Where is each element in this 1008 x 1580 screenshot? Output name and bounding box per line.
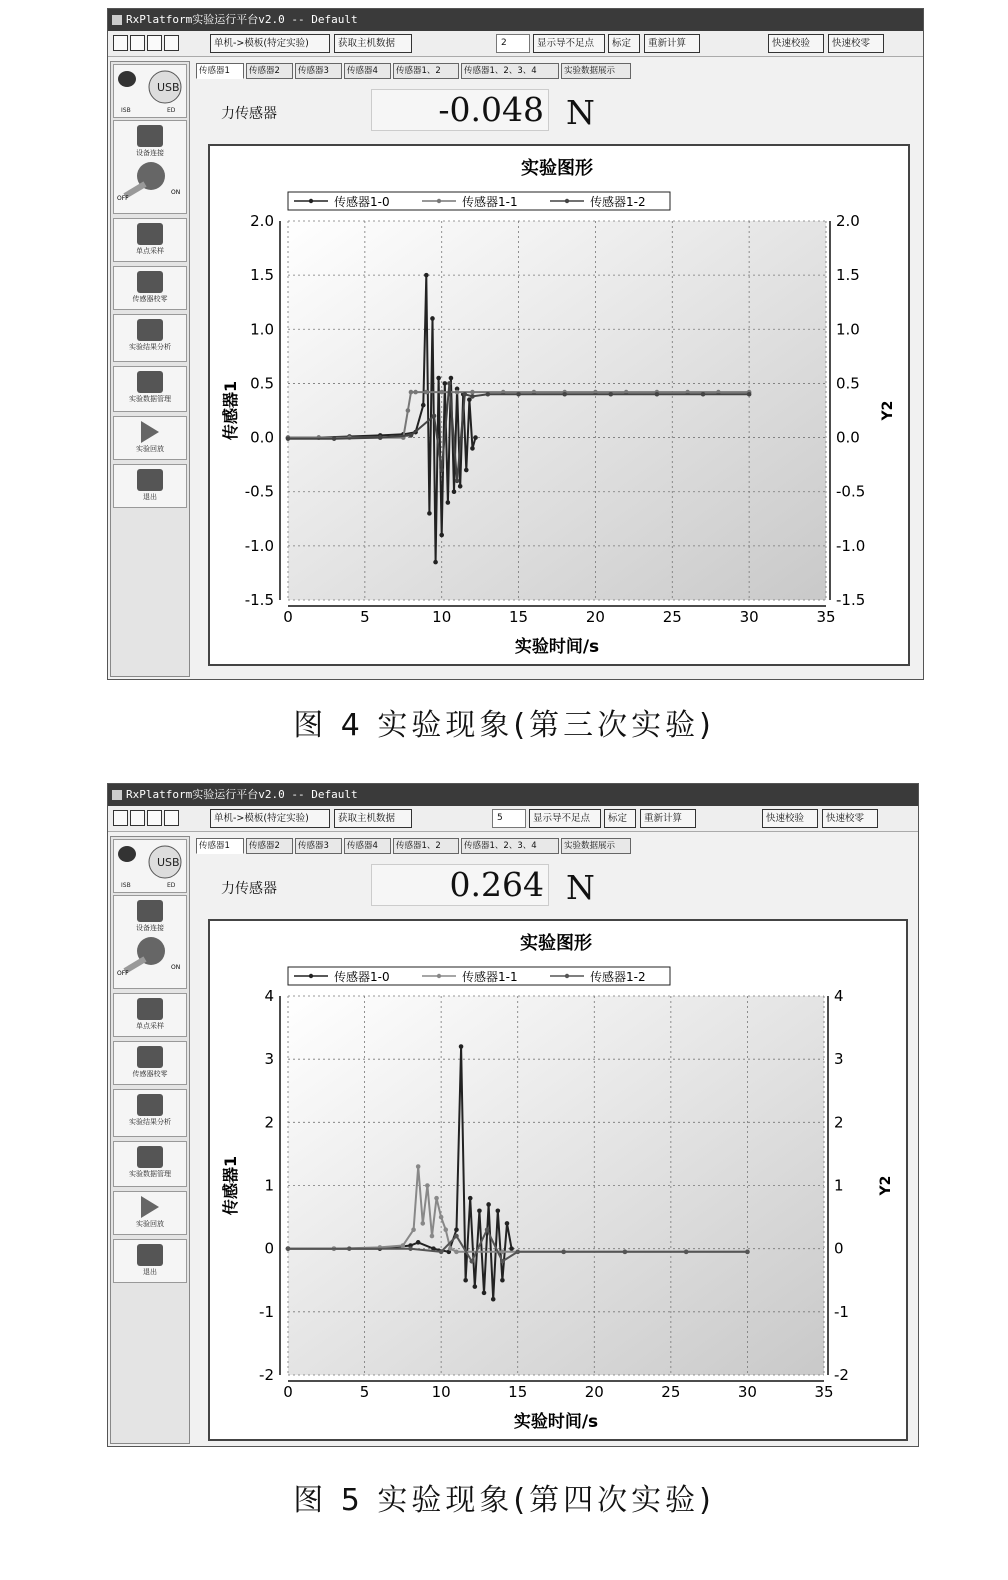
data-point: [500, 1278, 505, 1283]
app-icon: [112, 790, 122, 800]
data-point: [701, 392, 706, 397]
figure-caption: 图 4 实验现象(第三次实验): [293, 708, 715, 743]
sensor-label: 力传感器: [221, 106, 277, 122]
data-point: [427, 511, 432, 516]
sidebar-item-data-manage[interactable]: [113, 366, 187, 412]
sidebar-item-device-connect[interactable]: [113, 120, 187, 214]
data-point: [401, 1243, 406, 1248]
x-axis-label: 实验时间/s: [514, 637, 600, 657]
y2-tick-label: 3: [834, 1050, 844, 1069]
recalculate-button[interactable]: 重新计算: [640, 809, 696, 828]
data-point: [424, 390, 429, 395]
legend-label: 传感器1-0: [334, 970, 390, 984]
data-point: [378, 435, 383, 440]
open-folder-icon[interactable]: [130, 810, 145, 826]
legend-label: 传感器1-2: [590, 970, 646, 984]
interval-spinner[interactable]: 2: [496, 34, 530, 53]
tab-sensor-1[interactable]: 传感器1: [196, 838, 244, 854]
data-point: [439, 390, 444, 395]
tab-sensor-1-2[interactable]: 传感器1、2: [393, 838, 459, 854]
sidebar-item-label: 实验回放: [136, 445, 164, 453]
data-point: [286, 1246, 291, 1251]
open-folder-icon[interactable]: [130, 35, 145, 51]
calibrate-button[interactable]: 标定: [604, 809, 636, 828]
data-point: [482, 1291, 487, 1296]
data-point: [449, 376, 454, 381]
calibrate-button[interactable]: 标定: [608, 34, 640, 53]
sidebar-item-label: 传感器校零: [132, 295, 168, 303]
x-tick-label: 0: [283, 1383, 293, 1401]
sidebar-item-single-sample[interactable]: [113, 218, 187, 262]
sidebar-item-label: 实验回放: [136, 1220, 164, 1228]
data-point: [430, 316, 435, 321]
tab-sensor-2[interactable]: 传感器2: [246, 63, 293, 79]
chart-svg: [210, 146, 908, 664]
data-point: [562, 392, 567, 397]
data-point: [473, 435, 478, 440]
quick-calibrate-button[interactable]: 快速校验: [768, 34, 824, 53]
tab-data-display[interactable]: 实验数据展示: [561, 838, 631, 854]
x-tick-label: 5: [360, 608, 370, 626]
data-point: [408, 1246, 413, 1251]
y-tick-label: 3: [264, 1050, 274, 1069]
data-manage-icon: [137, 371, 163, 393]
y-tick-label: -1.5: [244, 591, 274, 609]
x-tick-label: 35: [816, 608, 836, 626]
quick-zero-button[interactable]: 快速校零: [822, 809, 878, 828]
sidebar: [110, 61, 190, 677]
app-window: [107, 8, 924, 680]
sidebar-item-label: 单点采样: [136, 247, 164, 255]
legend-marker: [437, 974, 441, 978]
x-tick-label: 30: [737, 1383, 757, 1401]
off-label: OFF: [117, 195, 129, 202]
force-unit: N: [566, 868, 595, 907]
sidebar-item-label: 实验结果分析: [129, 343, 171, 351]
data-point: [747, 392, 752, 397]
exit-icon: [137, 469, 163, 491]
force-reading: 0.264: [371, 864, 549, 906]
x-tick-label: 15: [509, 608, 529, 626]
plot-area: [288, 221, 826, 600]
data-point: [347, 1246, 352, 1251]
data-point: [470, 390, 475, 395]
sidebar-item-label: 实验结果分析: [129, 1118, 171, 1126]
exit-icon: [137, 1244, 163, 1266]
data-point: [455, 479, 460, 484]
screenshot-panel-experiment-4: [0, 775, 1008, 1575]
usb-status[interactable]: [113, 839, 187, 893]
tab-sensor-3[interactable]: 传感器3: [295, 838, 342, 854]
usb-right-label: ED: [167, 882, 176, 889]
usb-label: USB: [157, 856, 180, 869]
play-icon: [141, 421, 159, 443]
figure-caption: 图 5 实验现象(第四次实验): [293, 1483, 715, 1518]
y2-tick-label: -1.5: [836, 591, 866, 609]
device-connect-icon: [137, 900, 163, 922]
legend-label: 传感器1-1: [462, 195, 518, 209]
usb-icon: [115, 65, 185, 115]
data-point: [406, 408, 411, 413]
x-tick-label: 10: [431, 1383, 451, 1401]
data-point: [516, 392, 521, 397]
monitor-icon: [137, 271, 163, 293]
y-tick-label: 1.5: [250, 266, 274, 285]
sensor-label: 力传感器: [221, 881, 277, 897]
data-point: [452, 489, 457, 494]
data-point: [454, 1250, 459, 1255]
save-icon[interactable]: [164, 810, 179, 826]
data-point: [409, 433, 414, 438]
x-tick-label: 20: [584, 1383, 604, 1401]
fetch-host-data-button[interactable]: 获取主机数据: [334, 34, 412, 53]
title-bar: [108, 784, 918, 806]
usb-icon: [115, 840, 185, 890]
data-point: [462, 392, 467, 397]
monitor-icon: [137, 1046, 163, 1068]
data-point: [332, 436, 337, 441]
x-tick-label: 20: [585, 608, 605, 626]
chart-area: [208, 144, 910, 666]
device-connect-icon: [137, 125, 163, 147]
y-tick-label: 2.0: [250, 212, 274, 230]
sidebar-item-replay[interactable]: [113, 416, 187, 460]
toolbar: [108, 31, 923, 57]
chart-title: 实验图形: [520, 933, 592, 954]
sidebar-item-result-analysis[interactable]: [113, 1089, 187, 1137]
data-point: [447, 381, 452, 386]
data-point: [421, 403, 426, 408]
legend-marker: [309, 199, 313, 203]
toolbar: [108, 806, 918, 832]
data-point: [609, 392, 614, 397]
y2-axis-label: Y2: [878, 1175, 894, 1196]
usb-left-label: ISB: [121, 107, 131, 114]
data-point: [424, 273, 429, 278]
print-icon[interactable]: [147, 810, 162, 826]
x-tick-label: 5: [359, 1383, 370, 1401]
y2-tick-label: 0: [834, 1239, 844, 1258]
data-point: [413, 390, 418, 395]
y2-tick-label: -2: [834, 1366, 849, 1384]
y-tick-label: 1: [264, 1176, 274, 1195]
sidebar-item-label: 设备连接: [136, 149, 164, 157]
data-point: [434, 1196, 439, 1201]
x-tick-label: 30: [739, 608, 759, 626]
y2-tick-label: 1: [834, 1176, 844, 1195]
y2-tick-label: 1.0: [836, 320, 860, 339]
chart-area: [208, 919, 908, 1441]
analysis-icon: [137, 1094, 163, 1116]
tab-sensor-4[interactable]: 传感器4: [344, 63, 391, 79]
data-point: [509, 1246, 514, 1251]
usb-status[interactable]: [113, 64, 187, 118]
app-window: [107, 783, 919, 1447]
sidebar-item-label: 单点采样: [136, 1022, 164, 1030]
data-point: [684, 1250, 689, 1255]
data-point: [458, 484, 463, 489]
x-tick-label: 10: [432, 608, 452, 626]
data-point: [455, 390, 460, 395]
x-axis-label: 实验时间/s: [513, 1412, 599, 1432]
data-point: [561, 1250, 566, 1255]
legend-label: 传感器1-1: [462, 970, 518, 984]
analysis-icon: [137, 319, 163, 341]
data-point: [459, 1044, 464, 1049]
recalculate-button[interactable]: 重新计算: [644, 34, 700, 53]
x-tick-label: 35: [814, 1383, 834, 1401]
legend-marker: [309, 974, 313, 978]
data-point: [470, 394, 475, 399]
x-tick-label: 25: [662, 608, 682, 626]
legend-marker: [565, 199, 569, 203]
x-tick-label: 15: [508, 1383, 528, 1401]
data-point: [454, 1234, 459, 1239]
x-tick-label: 0: [283, 608, 293, 626]
y-tick-label: 0.5: [250, 374, 274, 393]
sidebar-item-exit[interactable]: [113, 464, 187, 508]
y2-tick-label: -0.5: [836, 482, 866, 501]
sidebar-item-label: 传感器校零: [132, 1070, 168, 1078]
data-point: [439, 1215, 444, 1220]
data-point: [439, 533, 444, 538]
on-label: ON: [171, 189, 181, 196]
legend: [288, 192, 670, 210]
legend-marker: [437, 199, 441, 203]
sidebar-item-label: 退出: [143, 1268, 157, 1276]
tab-sensor-2[interactable]: 传感器2: [246, 838, 293, 854]
tab-sensor-1-2-3-4[interactable]: 传感器1、2、3、4: [461, 63, 559, 79]
y-tick-label: 2: [264, 1113, 274, 1132]
tab-sensor-1-2[interactable]: 传感器1、2: [393, 63, 459, 79]
camera-icon: [137, 998, 163, 1020]
title-bar: [108, 9, 923, 31]
y2-tick-label: -1.0: [836, 536, 866, 555]
data-point: [448, 1246, 453, 1251]
data-point: [500, 1259, 505, 1264]
y-tick-label: 4: [264, 987, 274, 1005]
sidebar-item-replay[interactable]: [113, 1191, 187, 1235]
y-tick-label: 0: [264, 1239, 274, 1258]
on-off-switch-icon: [115, 158, 185, 202]
legend-marker: [565, 974, 569, 978]
data-point: [745, 1250, 750, 1255]
tab-data-display[interactable]: 实验数据展示: [561, 63, 631, 79]
data-point: [409, 390, 414, 395]
on-label: ON: [171, 964, 181, 971]
mode-button[interactable]: 单机->模板(特定实验): [210, 809, 330, 828]
show-button[interactable]: 显示导不足点: [529, 809, 601, 828]
sidebar-item-sensor-zero[interactable]: [113, 266, 187, 310]
y2-tick-label: -1: [834, 1302, 849, 1321]
data-point: [623, 1250, 628, 1255]
tab-sensor-1[interactable]: 传感器1: [196, 63, 244, 79]
y-tick-label: -1.0: [244, 536, 274, 555]
force-reading: -0.048: [371, 89, 549, 131]
fetch-host-data-button[interactable]: 获取主机数据: [334, 809, 412, 828]
data-point: [477, 1208, 482, 1213]
usb-right-label: ED: [167, 107, 176, 114]
chart-svg: [210, 921, 906, 1439]
sidebar-item-single-sample[interactable]: [113, 993, 187, 1037]
y-axis-label: 传感器1: [221, 380, 240, 441]
y-axis-label: 传感器1: [221, 1155, 240, 1216]
sidebar-item-device-connect[interactable]: [113, 895, 187, 989]
window-title: RxPlatform实验运行平台v2.0 -- Default: [126, 13, 358, 26]
data-point: [655, 392, 660, 397]
usb-label: USB: [157, 81, 180, 94]
mode-button[interactable]: 单机->模板(特定实验): [210, 34, 330, 53]
sidebar-item-result-analysis[interactable]: [113, 314, 187, 362]
data-point: [443, 1227, 448, 1232]
data-point: [454, 1227, 459, 1232]
force-unit: N: [566, 93, 595, 132]
sidebar-item-label: 实验数据管理: [129, 395, 171, 403]
legend-label: 传感器1-0: [334, 195, 390, 209]
new-file-icon[interactable]: [113, 35, 128, 51]
data-point: [505, 1221, 510, 1226]
interval-spinner[interactable]: 5: [492, 809, 526, 828]
data-point: [515, 1250, 520, 1255]
window-title: RxPlatform实验运行平台v2.0 -- Default: [126, 788, 358, 801]
legend: [288, 967, 670, 985]
camera-icon: [137, 223, 163, 245]
play-icon: [141, 1196, 159, 1218]
data-point: [416, 1164, 421, 1169]
y2-tick-label: 0.0: [836, 428, 860, 447]
on-off-switch-icon: [115, 933, 185, 977]
usb-left-label: ISB: [121, 882, 131, 889]
data-point: [432, 414, 437, 419]
data-point: [416, 1240, 421, 1245]
screenshot-panel-experiment-3: [0, 0, 1008, 770]
data-point: [436, 376, 441, 381]
data-point: [463, 1278, 468, 1283]
data-point: [473, 1284, 478, 1289]
quick-zero-button[interactable]: 快速校零: [828, 34, 884, 53]
y2-tick-label: 0.5: [836, 374, 860, 393]
data-point: [486, 392, 491, 397]
app-icon: [112, 15, 122, 25]
sidebar-item-exit[interactable]: [113, 1239, 187, 1283]
y2-axis-label: Y2: [880, 400, 896, 421]
data-point: [486, 1202, 491, 1207]
y2-tick-label: 2.0: [836, 212, 860, 230]
data-point: [420, 1221, 425, 1226]
data-point: [464, 468, 469, 473]
sidebar-item-label: 退出: [143, 493, 157, 501]
sidebar: [110, 836, 190, 1444]
y2-tick-label: 1.5: [836, 266, 860, 285]
sidebar-item-sensor-zero[interactable]: [113, 1041, 187, 1085]
chart-title: 实验图形: [521, 158, 593, 179]
tab-sensor-1-2-3-4[interactable]: 传感器1、2、3、4: [461, 838, 559, 854]
x-tick-label: 25: [661, 1383, 681, 1401]
print-icon[interactable]: [147, 35, 162, 51]
sidebar-item-label: 实验数据管理: [129, 1170, 171, 1178]
sidebar-item-label: 设备连接: [136, 924, 164, 932]
legend-label: 传感器1-2: [590, 195, 646, 209]
data-point: [286, 436, 291, 441]
data-point: [469, 1259, 474, 1264]
show-button[interactable]: 显示导不足点: [533, 34, 605, 53]
data-point: [439, 468, 444, 473]
y2-tick-label: 2: [834, 1113, 844, 1132]
y2-tick-label: 4: [834, 987, 844, 1005]
data-point: [470, 446, 475, 451]
data-manage-icon: [137, 1146, 163, 1168]
data-point: [500, 1250, 505, 1255]
data-point: [468, 1196, 473, 1201]
data-point: [446, 500, 451, 505]
new-file-icon[interactable]: [113, 810, 128, 826]
data-point: [496, 1208, 501, 1213]
y-tick-label: 0.0: [250, 428, 274, 447]
y-tick-label: 1.0: [250, 320, 274, 339]
data-point: [430, 1234, 435, 1239]
data-point: [491, 1297, 496, 1302]
data-point: [442, 381, 447, 386]
data-point: [485, 1227, 490, 1232]
data-point: [411, 1227, 416, 1232]
data-point: [439, 1250, 444, 1255]
data-point: [433, 560, 438, 565]
tab-sensor-3[interactable]: 传感器3: [295, 63, 342, 79]
sidebar-item-data-manage[interactable]: [113, 1141, 187, 1187]
y-tick-label: -1: [259, 1302, 274, 1321]
quick-calibrate-button[interactable]: 快速校验: [762, 809, 818, 828]
off-label: OFF: [117, 970, 129, 977]
tab-sensor-4[interactable]: 传感器4: [344, 838, 391, 854]
y-tick-label: -2: [259, 1366, 274, 1384]
y-tick-label: -0.5: [244, 482, 274, 501]
save-icon[interactable]: [164, 35, 179, 51]
data-point: [425, 1183, 430, 1188]
